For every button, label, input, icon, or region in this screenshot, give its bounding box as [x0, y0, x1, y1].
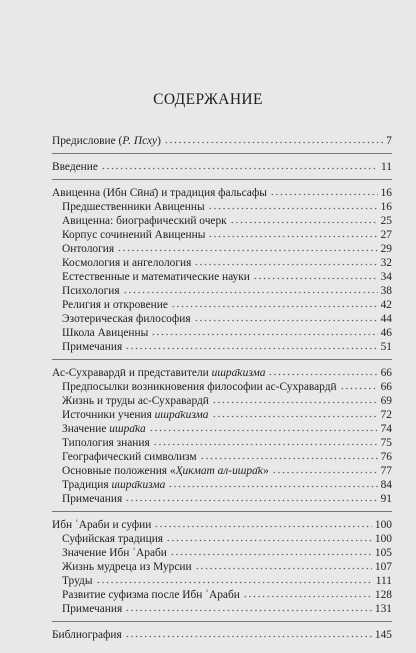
toc-page-number: 51 — [380, 341, 392, 353]
dot-leader — [153, 437, 378, 446]
dot-leader — [268, 367, 377, 376]
toc-entry-title: Примечания — [62, 493, 123, 505]
toc-subsection — [52, 408, 392, 422]
toc-page-number: 131 — [374, 603, 392, 615]
toc-entry-title: Естественные и математические науки — [62, 271, 250, 283]
toc-entry-title: Значение Ибн ʿАраби — [62, 547, 167, 559]
toc-subsection — [52, 200, 392, 214]
toc-entry-title: Ас-Сухравардӣ и представители ишра̄кизма — [52, 367, 266, 379]
toc-subsection — [52, 256, 392, 270]
toc-entry-title: Предисловие (Р. Псху) — [52, 135, 161, 147]
toc-section — [52, 186, 392, 200]
toc-entry-title: Труды — [62, 575, 93, 587]
dot-leader — [194, 257, 377, 266]
toc-subsection — [52, 532, 392, 546]
toc-entry-title: Значение ишра̄ка — [62, 423, 146, 435]
dot-leader — [123, 285, 378, 294]
toc-section — [52, 366, 392, 380]
toc-subsection — [52, 478, 392, 492]
toc-page-number: 7 — [386, 135, 392, 147]
dot-leader — [149, 423, 378, 432]
dot-leader — [117, 243, 378, 252]
toc-entry-title: Источники учения ишра̄кизма — [62, 409, 209, 421]
toc-subsection — [52, 242, 392, 256]
toc-subsection — [52, 560, 392, 574]
toc-subsection — [52, 422, 392, 436]
toc-entry-title: Религия и откровение — [62, 299, 168, 311]
dot-leader — [166, 533, 372, 542]
page-title: СОДЕРЖАНИЕ — [153, 91, 263, 108]
toc-subsection — [52, 574, 392, 588]
toc-page-number: 32 — [380, 257, 392, 269]
toc-section — [52, 160, 392, 174]
toc-page-number: 111 — [375, 575, 392, 587]
toc-page-number: 128 — [374, 589, 392, 601]
toc-entry-title: Примечания — [62, 341, 123, 353]
toc-subsection — [52, 546, 392, 560]
dot-leader — [168, 479, 377, 488]
toc-page-number: 91 — [380, 493, 392, 505]
toc-page-number: 38 — [380, 285, 392, 297]
dot-leader — [272, 465, 378, 474]
dot-leader — [170, 547, 372, 556]
dot-leader — [194, 313, 378, 322]
toc-entry-title: Онтология — [62, 243, 115, 255]
toc-page-number: 25 — [380, 215, 392, 227]
toc-entry-title: Предшественники Авиценны — [62, 201, 205, 213]
toc-page-number: 100 — [374, 519, 392, 531]
toc-entry-title: Примечания — [62, 603, 123, 615]
dot-leader — [164, 135, 383, 144]
toc-page-number: 16 — [380, 201, 392, 213]
toc-entry-title: Эзотерическая философия — [62, 313, 191, 325]
dot-leader — [212, 395, 378, 404]
toc-page-number: 16 — [380, 187, 392, 199]
toc-entry-title: Жизнь мудреца из Мурсии — [62, 561, 192, 573]
toc-section — [52, 134, 392, 148]
toc-page-number: 29 — [380, 243, 392, 255]
toc-subsection — [52, 312, 392, 326]
toc-entry-title: Жизнь и труды ас-Сухравардӣ — [62, 395, 209, 407]
dot-leader — [101, 161, 378, 170]
toc-entry-title: Суфийская традиция — [62, 533, 164, 545]
toc-subsection — [52, 602, 392, 616]
toc-entry-title: Авиценна (Ибн Сӣна̄) и традиция фальсафы — [52, 187, 267, 199]
dot-leader — [125, 341, 377, 350]
toc-subsection — [52, 394, 392, 408]
toc-entry-title: Введение — [52, 161, 98, 173]
toc-entry-title: Географический символизм — [62, 451, 197, 463]
dot-leader — [230, 215, 378, 224]
toc-subsection — [52, 380, 392, 394]
section-divider — [52, 179, 392, 180]
section-divider — [52, 621, 392, 622]
toc-subsection — [52, 450, 392, 464]
toc-page-number: 84 — [380, 479, 392, 491]
toc-entry-title: Традиция ишра̄кизма — [62, 479, 166, 491]
dot-leader — [340, 381, 378, 390]
toc-entry-title: Библиография — [52, 629, 122, 641]
toc-page-number: 72 — [380, 409, 392, 421]
toc-subsection — [52, 214, 392, 228]
toc-page-number: 74 — [380, 423, 392, 435]
toc-entry-title: Школа Авиценны — [62, 327, 149, 339]
dot-leader — [125, 603, 372, 612]
section-divider — [52, 359, 392, 360]
section-divider — [52, 153, 392, 154]
section-divider — [52, 511, 392, 512]
dot-leader — [125, 493, 377, 502]
toc-page-number: 75 — [380, 437, 392, 449]
dot-leader — [212, 409, 378, 418]
dot-leader — [270, 187, 378, 196]
dot-leader — [208, 229, 377, 238]
toc-entry-title: Космология и ангелология — [62, 257, 192, 269]
toc-page-number: 44 — [380, 313, 392, 325]
toc-page-number: 145 — [374, 629, 392, 641]
dot-leader — [125, 629, 372, 638]
toc-page-number: 11 — [381, 161, 392, 173]
dot-leader — [195, 561, 372, 570]
toc-section — [52, 518, 392, 532]
toc-entry-title: Корпус сочинений Авиценны — [62, 229, 206, 241]
toc-subsection — [52, 588, 392, 602]
toc-page-number: 46 — [380, 327, 392, 339]
toc-entry-title: Типология знания — [62, 437, 150, 449]
toc-subsection — [52, 228, 392, 242]
toc-page-number: 76 — [380, 451, 392, 463]
toc-subsection — [52, 284, 392, 298]
toc-subsection — [52, 436, 392, 450]
dot-leader — [200, 451, 378, 460]
toc-page-number: 69 — [380, 395, 392, 407]
dot-leader — [96, 575, 373, 584]
toc-page-number: 107 — [374, 561, 392, 573]
toc-subsection — [52, 464, 392, 478]
toc-entry-title: Основные положения «Ҳикмат ал-ишра̄к» — [62, 465, 269, 477]
toc-entry-title: Психология — [62, 285, 120, 297]
toc-page-number: 27 — [380, 229, 392, 241]
toc-subsection — [52, 326, 392, 340]
dot-leader — [151, 327, 377, 336]
toc-page-number: 105 — [374, 547, 392, 559]
toc-entry-title: Ибн ʿАраби и суфии — [52, 519, 152, 531]
toc-entry-title: Развитие суфизма после Ибн ʿАраби — [62, 589, 240, 601]
dot-leader — [243, 589, 372, 598]
toc-subsection — [52, 270, 392, 284]
toc-entry-title: Авиценна: биографический очерк — [62, 215, 227, 227]
toc-page-number: 77 — [380, 465, 392, 477]
toc-entry-title: Предпосылки возникновения философии ас-Сухравардӣ — [62, 381, 337, 393]
toc-subsection — [52, 492, 392, 506]
toc-subsection — [52, 340, 392, 354]
toc-section — [52, 628, 392, 642]
toc-page-number: 66 — [380, 367, 392, 379]
toc-page-number: 34 — [380, 271, 392, 283]
toc-page-number: 42 — [380, 299, 392, 311]
toc-page-number: 100 — [374, 533, 392, 545]
toc-subsection — [52, 298, 392, 312]
dot-leader — [171, 299, 378, 308]
dot-leader — [208, 201, 378, 210]
toc-page-number: 66 — [380, 381, 392, 393]
dot-leader — [154, 519, 372, 528]
dot-leader — [253, 271, 378, 280]
